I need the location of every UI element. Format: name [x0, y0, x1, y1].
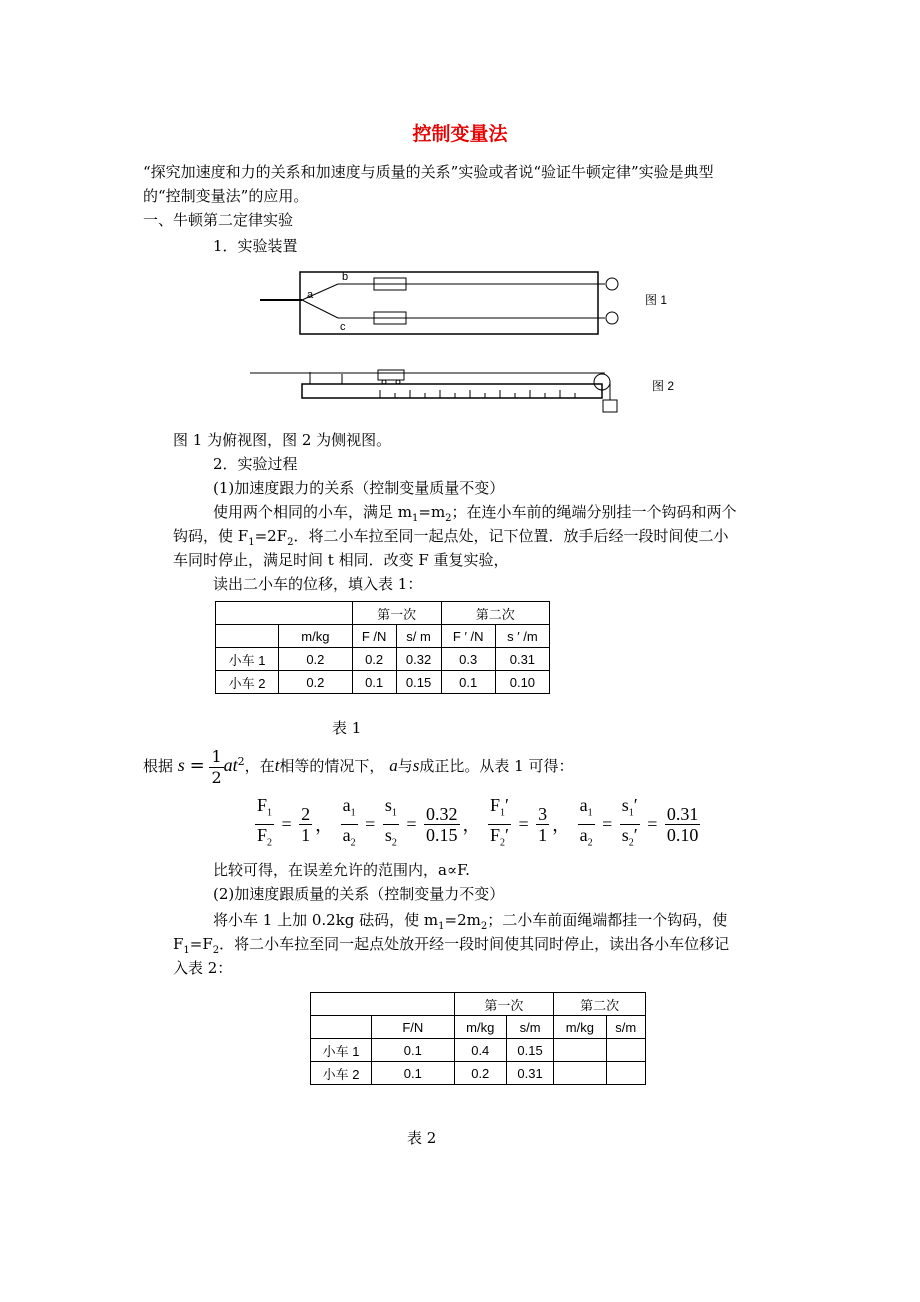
table-cell: 0.32	[396, 648, 441, 671]
table-cell: 0.15	[506, 1039, 553, 1062]
table-cell: 0.31	[495, 648, 549, 671]
table-cell	[216, 625, 279, 648]
table-row	[311, 993, 646, 1016]
section-heading: 一、牛顿第二定律实验	[143, 211, 294, 229]
top-view-diagram	[260, 272, 618, 334]
ratio-equations: $\frac{F_1}{F_2}$ = $\frac{2}{1}$ ， $\frac{a_1}{a_2}$ = $\frac{s_1}{s_2}$ = $\frac{0.32}{0.15}$ ， $\frac{F_1'}{F_2'}$ = $\frac{3}{1}$ ， $\frac{a_1}{a_2}$ = $\frac{s_1'}{s_2'}$ = $\frac{0.31}{0.10}$	[257, 795, 699, 849]
row-label: 小车 1	[216, 648, 279, 671]
apparatus-figure	[250, 262, 690, 422]
table-header-cell: F ′ /N	[441, 625, 495, 648]
table-row	[311, 1062, 646, 1085]
table-row	[216, 648, 550, 671]
side-view-diagram	[250, 370, 617, 412]
part2-line-1: 将小车 1 上加 0.2kg 砝码，使 $m_1=2m_2$；二小车前面绳端都挂一个钩码，使	[213, 911, 728, 932]
table-group-header: 第二次	[441, 602, 549, 625]
conclusion: 比较可得，在误差允许的范围内，a∝F.	[213, 861, 470, 879]
ruler-ticks	[380, 390, 575, 398]
table-row	[311, 1039, 646, 1062]
table-cell: 0.1	[352, 671, 396, 694]
label-b: b	[342, 271, 349, 283]
table-cell	[606, 1039, 645, 1062]
table-1-caption: 表 1	[332, 719, 362, 737]
row-label: 小车 2	[311, 1062, 372, 1085]
table-cell: 0.15	[396, 671, 441, 694]
table-cell: 0.2	[279, 648, 353, 671]
row-label: 小车 2	[216, 671, 279, 694]
table-header-cell: m/kg	[454, 1016, 506, 1039]
table-cell	[216, 602, 353, 625]
table-row	[311, 1016, 646, 1039]
formula-line: 根据 s = $\frac{1}{2}$ $at^2$，在t相等的情况下， a与s成正比。从表 1 可得：	[143, 746, 574, 787]
part1-line-4: 读出二小车的位移，填入表 1：	[213, 575, 423, 593]
fig2-label: 图 2	[652, 379, 675, 393]
table-cell: 0.2	[454, 1062, 506, 1085]
table-header-cell: m/kg	[554, 1016, 606, 1039]
table-cell: 0.31	[506, 1062, 553, 1085]
table-cell: 0.1	[441, 671, 495, 694]
row-label: 小车 1	[311, 1039, 372, 1062]
table-cell	[554, 1039, 606, 1062]
page-title: 控制变量法	[412, 123, 508, 145]
table-header-cell: F /N	[352, 625, 396, 648]
table-header-cell: m/kg	[279, 625, 353, 648]
part2-line-3: 入表 2：	[173, 959, 233, 977]
table-cell	[311, 1016, 372, 1039]
part1-line-1: 使用两个相同的小车，满足 $m_1=m_2$；在连小车前的绳端分别挂一个钩码和两个	[213, 503, 737, 524]
table-1	[215, 601, 550, 694]
table-cell: 0.10	[495, 671, 549, 694]
table-group-header: 第一次	[352, 602, 441, 625]
table-cell	[311, 993, 455, 1016]
table-header-cell: s/ m	[396, 625, 441, 648]
part1-title: (1)加速度跟力的关系（控制变量质量不变）	[213, 479, 505, 497]
table-cell: 0.3	[441, 648, 495, 671]
table-cell	[606, 1062, 645, 1085]
table-cell: 0.4	[454, 1039, 506, 1062]
table-row	[216, 671, 550, 694]
table-2-caption: 表 2	[407, 1129, 437, 1147]
intro-line-1: “探究加速度和力的关系和加速度与质量的关系”实验或者说“验证牛顿定律”实验是典型	[143, 163, 714, 181]
part2-title: (2)加速度跟质量的关系（控制变量力不变）	[213, 885, 505, 903]
table-cell: 0.2	[352, 648, 396, 671]
table-2	[310, 992, 646, 1085]
table-header-cell: s/m	[506, 1016, 553, 1039]
label-c: c	[340, 321, 346, 333]
part1-line-3: 车同时停止，满足时间 t 相同．改变 F 重复实验，	[173, 551, 509, 569]
part2-line-2: $F_1=F_2$．将二小车拉至同一起点处放开经一段时间使其同时停止，读出各小车位移记	[173, 935, 730, 956]
table-cell: 0.2	[279, 671, 353, 694]
table-group-header: 第一次	[454, 993, 554, 1016]
table-cell	[554, 1062, 606, 1085]
table-header-cell: F/N	[372, 1016, 455, 1039]
table-group-header: 第二次	[554, 993, 646, 1016]
table-row	[216, 625, 550, 648]
table-cell: 0.1	[372, 1039, 455, 1062]
table-header-cell: s ′ /m	[495, 625, 549, 648]
table-cell: 0.1	[372, 1062, 455, 1085]
label-a: a	[307, 289, 314, 301]
table-header-cell: s/m	[606, 1016, 645, 1039]
item-process: 2．实验过程	[213, 455, 298, 473]
table-row	[216, 602, 550, 625]
intro-line-2: 的“控制变量法”的应用。	[143, 187, 309, 205]
fig1-label: 图 1	[645, 293, 668, 307]
part1-line-2: 钩码，使 $F_1=2F_2$．将二小车拉至同一起点处，记下位置．放手后经一段时间使二小	[173, 527, 729, 548]
item-apparatus: 1．实验装置	[213, 237, 298, 255]
figure-caption: 图 1 为俯视图，图 2 为侧视图。	[173, 431, 392, 449]
